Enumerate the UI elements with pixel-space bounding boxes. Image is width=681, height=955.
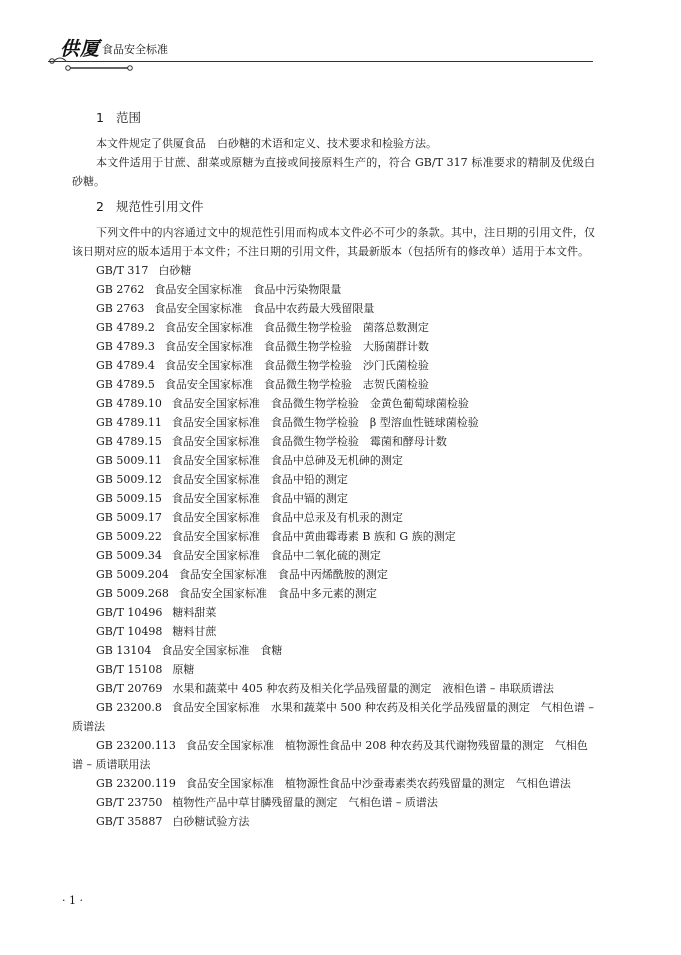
reference-title: 食品安全国家标准 食品中污染物限量 [154, 283, 342, 296]
reference-item [72, 299, 595, 318]
section-heading-normative-references: 2 规范性引用文件 [96, 199, 204, 214]
reference-code: GB/T 23750 [96, 796, 163, 809]
reference-code: GB 4789.15 [96, 435, 162, 448]
reference-code: GB 23200.119 [96, 777, 176, 790]
reference-title: 食品安全国家标准 食品微生物学检验 志贺氏菌检验 [164, 378, 429, 391]
reference-item [72, 318, 595, 337]
header-ornament-icon [48, 52, 148, 76]
reference-item [72, 622, 595, 641]
reference-code: GB 4789.11 [96, 416, 162, 429]
reference-code: GB/T 15108 [96, 663, 163, 676]
reference-item [72, 698, 595, 736]
reference-title: 食品安全国家标准 食品微生物学检验 沙门氏菌检验 [164, 359, 429, 372]
reference-title: 食品安全国家标准 植物源性食品中沙蚕毒素类农药残留量的测定 气相色谱法 [185, 777, 571, 790]
brand-logo-script: 供厦 [60, 38, 101, 60]
reference-title: 白砂糖试验方法 [172, 815, 250, 828]
reference-title: 食品安全国家标准 食糖 [161, 644, 283, 657]
reference-code: GB 5009.15 [96, 492, 162, 505]
reference-item [72, 432, 595, 451]
reference-code: GB 5009.22 [96, 530, 162, 543]
reference-item [72, 527, 595, 546]
reference-item [72, 736, 595, 774]
reference-title: 食品安全国家标准 食品中铅的测定 [171, 473, 348, 486]
reference-code: GB 4789.3 [96, 340, 155, 353]
reference-code: GB/T 317 [96, 264, 149, 277]
reference-item [72, 793, 595, 812]
page-header [48, 30, 598, 80]
reference-title: 食品安全国家标准 食品微生物学检验 霉菌和酵母计数 [171, 435, 447, 448]
reference-item [72, 489, 595, 508]
reference-title: 水果和蔬菜中 405 种农药及相关化学品残留量的测定 液相色谱 – 串联质谱法 [172, 682, 554, 695]
reference-title: 白砂糖 [158, 264, 192, 277]
reference-title: 植物性产品中草甘膦残留量的测定 气相色谱 – 质谱法 [172, 796, 438, 809]
reference-item [72, 394, 595, 413]
reference-item [72, 280, 595, 299]
reference-item [72, 451, 595, 470]
reference-code: GB 4789.5 [96, 378, 155, 391]
document-body [72, 108, 595, 831]
reference-title: 糖料甘蔗 [172, 625, 217, 638]
reference-item [72, 337, 595, 356]
reference-item [72, 375, 595, 394]
reference-code: GB/T 10498 [96, 625, 163, 638]
reference-item [72, 261, 595, 280]
reference-item [72, 603, 595, 622]
reference-title: 食品安全国家标准 食品中丙烯酰胺的测定 [178, 568, 388, 581]
reference-title: 食品安全国家标准 食品微生物学检验 大肠菌群计数 [164, 340, 429, 353]
reference-title: 食品安全国家标准 食品中多元素的测定 [178, 587, 377, 600]
reference-title: 食品安全国家标准 食品中镉的测定 [171, 492, 348, 505]
reference-title: 食品安全国家标准 食品中黄曲霉毒素 B 族和 G 族的测定 [171, 530, 456, 543]
reference-code: GB 4789.4 [96, 359, 155, 372]
reference-title: 食品安全国家标准 食品微生物学检验 金黄色葡萄球菌检验 [171, 397, 469, 410]
reference-code: GB/T 10496 [96, 606, 163, 619]
reference-code: GB 5009.12 [96, 473, 162, 486]
reference-title: 食品安全国家标准 植物源性食品中 208 种农药及其代谢物残留量的测定 气相色谱 – 质谱联用法 [72, 739, 588, 771]
reference-item [72, 470, 595, 489]
paragraph: 本文件规定了供厦食品 白砂糖的术语和定义、技术要求和检验方法。 [96, 137, 437, 150]
reference-title: 食品安全国家标准 水果和蔬菜中 500 种农药及相关化学品残留量的测定 气相色谱 – 质谱法 [72, 701, 594, 733]
reference-code: GB 5009.204 [96, 568, 169, 581]
reference-item [72, 660, 595, 679]
reference-list [72, 261, 595, 831]
reference-code: GB 13104 [96, 644, 152, 657]
reference-title: 食品安全国家标准 食品中二氧化硫的测定 [171, 549, 381, 562]
reference-title: 糖料甜菜 [172, 606, 217, 619]
reference-title: 原糖 [172, 663, 195, 676]
reference-code: GB 2763 [96, 302, 145, 315]
reference-code: GB/T 20769 [96, 682, 163, 695]
reference-code: GB 5009.11 [96, 454, 162, 467]
paragraph: 下列文件中的内容通过文中的规范性引用而构成本文件必不可少的条款。其中，注日期的引用文件，仅该日期对应的版本适用于本文件；不注日期的引用文件，其最新版本（包括所有的修改单）适用于本文件。 [72, 226, 595, 258]
reference-code: GB 23200.113 [96, 739, 176, 752]
paragraph: 本文件适用于甘蔗、甜菜或原糖为直接或间接原料生产的，符合 GB/T 317 标准要求的精制及优级白砂糖。 [72, 156, 595, 188]
reference-title: 食品安全国家标准 食品微生物学检验 菌落总数测定 [164, 321, 429, 334]
reference-title: 食品安全国家标准 食品微生物学检验 β 型溶血性链球菌检验 [171, 416, 479, 429]
reference-title: 食品安全国家标准 食品中农药最大残留限量 [154, 302, 375, 315]
reference-code: GB 5009.17 [96, 511, 162, 524]
section-heading-scope: 1 范围 [96, 110, 142, 125]
reference-code: GB 4789.2 [96, 321, 155, 334]
brand-subtitle: 食品安全标准 [102, 43, 168, 56]
reference-item [72, 679, 595, 698]
reference-item [72, 565, 595, 584]
reference-item [72, 584, 595, 603]
reference-code: GB 5009.268 [96, 587, 169, 600]
reference-item [72, 641, 595, 660]
reference-item [72, 413, 595, 432]
reference-code: GB/T 35887 [96, 815, 163, 828]
reference-item [72, 508, 595, 527]
reference-title: 食品安全国家标准 食品中总汞及有机汞的测定 [171, 511, 403, 524]
reference-item [72, 774, 595, 793]
reference-item [72, 546, 595, 565]
reference-item [72, 356, 595, 375]
reference-code: GB 23200.8 [96, 701, 162, 714]
reference-item [72, 812, 595, 831]
reference-code: GB 2762 [96, 283, 145, 296]
reference-title: 食品安全国家标准 食品中总砷及无机砷的测定 [171, 454, 403, 467]
page-number: · 1 · [62, 894, 83, 907]
reference-code: GB 5009.34 [96, 549, 162, 562]
reference-code: GB 4789.10 [96, 397, 162, 410]
